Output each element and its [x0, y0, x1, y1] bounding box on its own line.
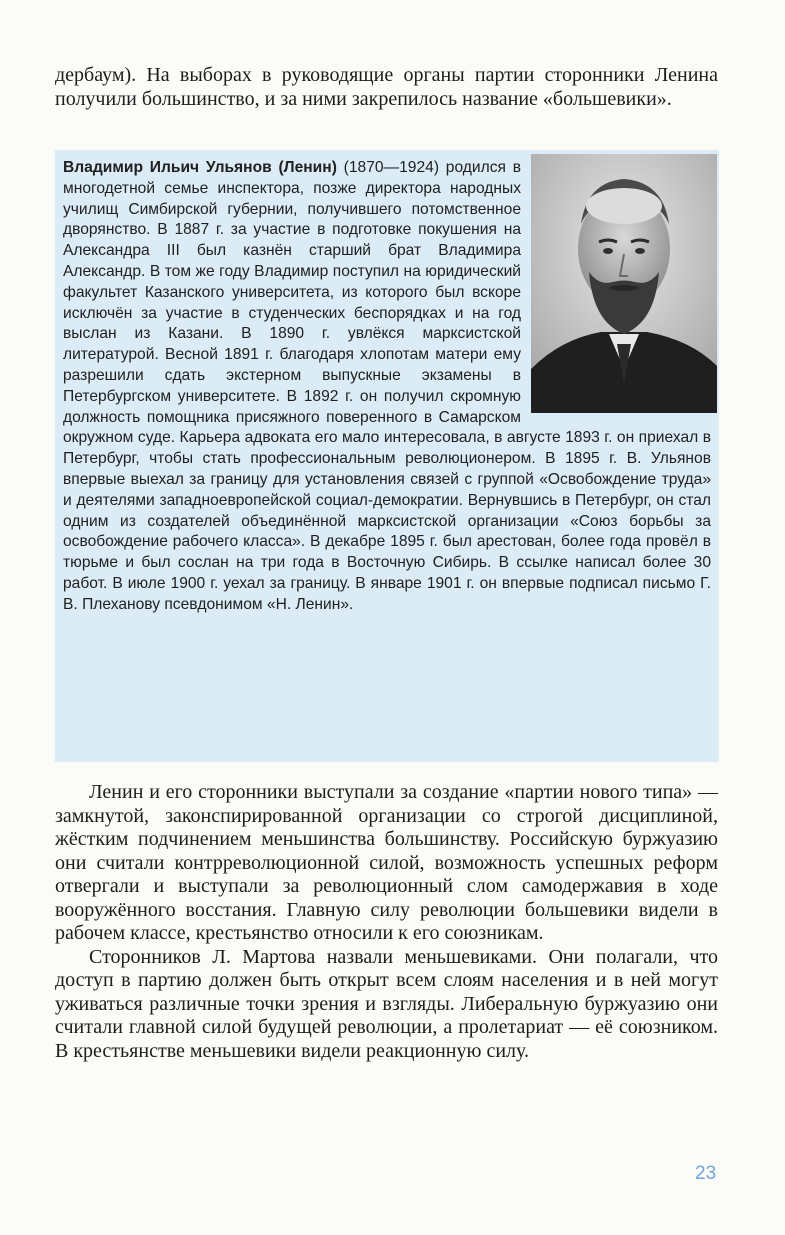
page-number: 23	[695, 1163, 717, 1184]
paragraph-bolsheviks: Ленин и его сторонники выступали за создание «партии нового типа» — замкнутой, законспирированной организации со строгой дисциплиной, жёстким подчинением меньшинства большинству. Российскую буржуазию они считали контрреволюционной силой, возможность успешных реформ отвергали и выступали за революционный слом самодержавия в ходе вооружённого восстания. Главную силу революции большевики видели в рабочем классе, крестьянство относили к его союзникам.	[55, 781, 718, 944]
biography-box	[55, 150, 719, 762]
main-text	[55, 781, 718, 1063]
paragraph-mensheviks: Сторонников Л. Мартова назвали меньшевиками. Они полагали, что доступ в партию должен быть открыт всем слоям населения и в ней могут уживаться различные точки зрения и взгляды. Либеральную буржуазию они считали главной силой будущей революции, а пролетариат — её союзником. В крестьянстве меньшевики видели реакционную силу.	[55, 945, 718, 1062]
intro-text: дербаум). На выборах в руководящие органы партии сторонники Ленина получили большинство, и за ними закрепилось название «большевики».	[55, 64, 718, 110]
portrait-photo	[531, 154, 717, 413]
biography-name: Владимир Ильич Ульянов (Ленин)	[63, 159, 337, 176]
biography-body: (1870—1924) родился в многодетной семье инспектора, позже директора народных училищ Симбирской губернии, получившего потомственное дворянство. В 1887 г. за участие в подготовке покушения на Александра III был казнён старший брат Владимира Александр. В том же году Владимир поступил на юридический факультет Казанского университета, из которого был вскоре исключён за участие в студенческих беспорядках и на год выслан из Казани. В 1890 г. увлёкся марксистской литературой. Весной 1891 г. благодаря хлопотам матери ему разрешили сдать экстерном выпускные экзамены в Петербургском университете. В 1892 г. он получил скромную должность помощника присяжного поверенного в Самарском окружном суде. Карьера адвоката его мало интересовала, в августе 1893 г. он приехал в Петербург, чтобы стать профессиональным революционером. В 1895 г. В. Ульянов впервые выехал за границу для установления связей с группой «Освобождение труда» и деятелями западноевропейской социал-демократии. Вернувшись в Петербург, он стал одним из создателей объединённой марксистской организации «Союз борьбы за освобождение рабочего класса». В декабре 1895 г. был арестован, более года провёл в тюрьме и был сослан на три года в Восточную Сибирь. В ссылке написал более 30 работ. В июле 1900 г. уехал за границу. В январе 1901 г. он впервые подписал письмо Г. В. Плеханову псевдонимом «Н. Ленин».	[63, 159, 711, 613]
intro-paragraph	[55, 64, 718, 111]
